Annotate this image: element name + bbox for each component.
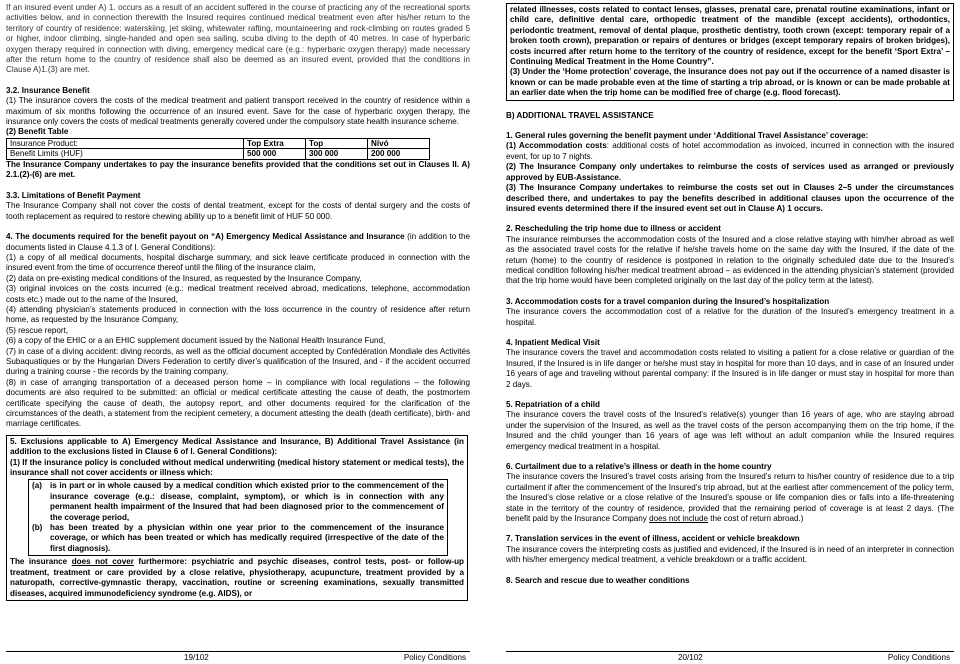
section-3-title: 3. Accommodation costs for a travel companion during the Insured’s hospitalization xyxy=(506,296,830,306)
benefit-table xyxy=(6,138,430,160)
list-item: (6) a copy of the EHIC or a an EHIC supplement document issued by the National Health Insurance Fund, xyxy=(6,336,386,346)
table-cell: Insurance Product: xyxy=(7,138,244,149)
section-4-paragraph: The insurance covers the travel and accommodation costs related to visiting a patient for a close relative or guardian of the Insured, if the Insured is in life danger or he/she must stay in hospital for more than 10 days, and in case of an Insured under 16 years of age and traveling without parental company: if the Insured is in life danger or must stay in hospital for more than 2 days. xyxy=(506,348,954,389)
underlined-text: does not cover xyxy=(71,557,134,567)
text-fragment: The insurance covers the Insured’s travel costs arising from the Insured’s return to his/her country of residence due to a trip curtailment if after the commencement of the Insured’s trip abroad, but at the earliest after commencement of the policy term, the Insured’s close relative or a close relative of the Insured’s spouse or life companion dies or falls into a life-threatening state in the territory of the country of residence, provided that the remaining period of coverage is at least 2 days. (The benefit paid by the Insurance Company xyxy=(506,472,954,524)
table-cell: 300 000 xyxy=(306,149,368,160)
exclusions-box xyxy=(6,435,468,601)
table-row xyxy=(7,138,430,149)
section-1-paragraph-2: (2) The Insurance Company only undertakes to reimburse the costs of services used as arranged or previously approved by EUB-Assistance. xyxy=(506,162,954,182)
page-20 xyxy=(506,0,954,664)
footer-left xyxy=(6,651,470,662)
section-5-paragraph-1: (1) If the insurance policy is concluded without medical underwriting (medical history statement or medical tests), the insurance shall not cover accidents or illness which: xyxy=(10,457,464,478)
section-6-paragraph xyxy=(506,472,954,524)
page-number: 20/102 xyxy=(678,653,703,662)
table-cell: Benefit Limits (HUF) xyxy=(7,149,244,160)
list-item: (7) in case of a diving accident: diving records, as well as the official document accepted by Confédération Mondiale des Activités Subaquatiques or by the Hungarian Divers Federation to certify diver’s qualification of the Insured, and - if the accident occurred during a training course - the records by the training company, xyxy=(6,346,470,377)
list-item: (4) attending physician’s statements produced in connection with the loss occurrence in the country of residence after return home, as requested by the Insurance Company, xyxy=(6,304,470,325)
section-5-title: 5. Exclusions applicable to A) Emergency Medical Assistance and Insurance, B) Additional Travel Assistance (in addition to the exclusions listed in Clause 6 of I. General Conditions): xyxy=(10,436,464,457)
table-cell: Top Extra xyxy=(244,138,306,149)
section-6-title: 6. Curtailment due to a relative’s illness or death in the home country xyxy=(506,462,772,472)
footer-label: Policy Conditions xyxy=(887,653,950,662)
section-3-paragraph: The insurance covers the accommodation cost of a relative for the duration of the Insured’s emergency treatment in a hospital. xyxy=(506,307,954,327)
item-text: has been treated by a physician within one year prior to the commencement of the insurance coverage, or which has been treated or which has medically required (irrespective of the date of the first diagnosis). xyxy=(50,523,444,553)
section-3-3-title: 3.3. Limitations of Benefit Payment xyxy=(6,190,141,200)
item-label: (b) xyxy=(32,523,43,533)
list-item: (2) data on pre-existing medical conditions of the Insured, as requested by the Insurance Company, xyxy=(6,273,362,283)
section-5-paragraph-2 xyxy=(10,557,464,599)
text-fragment: (1) Accommodation costs xyxy=(506,141,607,151)
footer-label: Policy Conditions xyxy=(403,653,466,662)
section-3-3-paragraph: The Insurance Company shall not cover the costs of dental treatment, except for the costs of dental surgery and the costs of tooth replacement as required to restore chewing ability up to a benefit limit of HUF 50 000. xyxy=(6,201,470,221)
section-3-2-paragraph-2: The Insurance Company undertakes to pay the insurance benefits provided that the conditions set out in Clauses II. A) 2.1.(2)-(6) are met. xyxy=(6,160,470,180)
section-7-paragraph: The insurance covers the interpreting costs as justified and evidenced, if the Insured is in need of an interpreter in connection with his/her emergency medical treatment, a vehicle breakdown or a traffic accident. xyxy=(506,544,954,565)
section-1-title: 1. General rules governing the benefit payment under ‘Additional Travel Assistance’ coverage: xyxy=(506,131,869,141)
section-2-title: 2. Rescheduling the trip home due to illness or accident xyxy=(506,224,721,234)
footer-right xyxy=(506,651,954,662)
text-fragment: furthermore: psychiatric and psychic diseases, control tests, post- or follow-up treatment, treatment or care provided by a close relative, physiotherapy, acupuncture, treatment provided by a naturopath, corrective-gymnastic therapy, vaccination, routine or screening examinations, sexually transmitted diseases, acquired immunodeficiency syndrome (e.g. AIDS), or xyxy=(10,557,464,598)
list-item: (3) original invoices on the costs incurred (e.g.: medical treatment received abroad, medications, telephone, accommodation costs etc.) made out to the name of the Insured, xyxy=(6,284,470,304)
list-item: (1) a copy of all medical documents, hospital discharge summary, and sick leave certificate produced in connection with the insured event from the time of occurrence thereof until the filing of the insurance claim, xyxy=(6,252,470,273)
section-4-title-bold: 4. The documents required for the benefit payout on “A) Emergency Medical Assistance and Insurance xyxy=(6,232,405,242)
section-3-2-title: 3.2. Insurance Benefit xyxy=(6,85,90,95)
section-2-paragraph: The insurance reimburses the accommodation costs of the Insured and a close relative staying with him/her abroad as well as the associated travel costs for the relative if he/she travels home on the same day with the Insured, if the date of the return (home) to the country of residence is postponed in relation to the originally scheduled date due to the Insured’s medical condition following his/her medical treatment abroad – as evidenced in the attending physician’s statement (provided that the trip home would have been completed originally on the last day of the policy term at the latest). xyxy=(506,234,954,286)
underlined-text: does not include xyxy=(649,514,709,524)
box-paragraph-1: related illnesses, costs related to contact lenses, glasses, prenatal care, prenatal routine examinations, infant or child care, definitive dental care, orthopedic treatment of the mandible (except accidents), orthodontics, periodontic treatment, removal of dental plaque, prosthetic dentistry, tooth crown (except: temporary repair of a broken tooth crown), preparation or repairs of dentures or bridges (except temporary repairs of broken bridges), costs incurred after return home to the territory of the country of residence, except for the benefit ‘Sport Extra’ – Continuing Medical Treatment in the Home Country”. xyxy=(510,5,950,67)
intro-paragraph: If an insured event under A) 1. occurs as a result of an accident suffered in the course of practicing any of the recreational sports activities below, and in connection therewith the Insured requires continued medical treatment even after his/her return to the territory of country of residence: waterskiing, jet skiing, whitewater rafting, mountaineering and rock-climbing on routes graded 5 or higher, indoor climbing, single-handed and open sea sailing, scuba diving to the depth of 40 metres. In case of hyperbaric oxygen therapy required in connection with diving, emergency medical care (e.g.: hyperbaric oxygen therapy) made necessary after the return home to the country of residence shall also be deemed as an insured event, provided that the conditions in Clause A)1.(3) are met. xyxy=(6,3,470,75)
text-fragment: : additional costs of hotel accommodation as invoiced, incurred in connection with the insured event, for up to 7 nights. xyxy=(506,141,954,161)
item-text: is in part or in whole caused by a medical condition which existed prior to the commencement of the insurance coverage (e.g.: disease, complaint, symptom), or which is in connection with any permanent health impairment of the Insured that had been diagnosed prior to the commencement of the coverage period, xyxy=(50,481,444,522)
item-label: (a) xyxy=(32,481,42,491)
section-5-paragraph: The insurance covers the travel costs of the Insured’s relative(s) younger than 16 years of age, who are staying abroad under the supervision of the Insured, as well as the travel costs of the person accompanying them on the trip home, if the Insured and the child younger than 16 years of age was left without an adult companion while the Insured requires emergency medical treatment in a hospital. xyxy=(506,410,954,451)
list-item: (5) rescue report, xyxy=(6,325,69,335)
section-1-paragraph-3: (3) The Insurance Company undertakes to reimburse the costs set out in Clauses 2–5 under the circumstances described there, and undertakes to pay the benefits described in additional clauses upon the occurrence of the insured events determined there if the insured event set out in Clause A) 1 occurs. xyxy=(506,183,954,213)
section-b-title: B) ADDITIONAL TRAVEL ASSISTANCE xyxy=(506,110,654,120)
benefit-table-title: (2) Benefit Table xyxy=(6,127,69,137)
section-7-title: 7. Translation services in the event of illness, accident or vehicle breakdown xyxy=(506,534,800,544)
exclusions-continued-box xyxy=(506,3,954,101)
list-item xyxy=(32,523,444,554)
section-4-title-tail: (in addition to the documents listed in Clause 4.1.3 of I. General Conditions): xyxy=(6,232,470,252)
section-4-title: 4. Inpatient Medical Visit xyxy=(506,337,600,347)
section-8-title: 8. Search and rescue due to weather conditions xyxy=(506,575,690,585)
table-cell: 500 000 xyxy=(244,149,306,160)
page-number: 19/102 xyxy=(184,653,209,662)
table-row xyxy=(7,149,430,160)
list-item xyxy=(32,481,444,523)
page-19 xyxy=(6,0,470,664)
table-cell: 200 000 xyxy=(368,149,430,160)
text-fragment: The insurance xyxy=(10,557,72,567)
section-5-title: 5. Repatriation of a child xyxy=(506,400,600,409)
text-fragment: the cost of return abroad.) xyxy=(708,514,804,524)
list-item: (8) in case of arranging transportation of a deceased person home – in compliance with local regulations – the following documents are also required to be submitted: an official or medical certificate attesting the cause of death, the postmortem certificate specifying the cause of death, the autopsy report, and other documents required for the clarification of the circumstances of the death, a statement from the recipient cemetery, a document attesting the death (death certificate), birth- and marriage certificates. xyxy=(6,377,470,429)
box-paragraph-2: (3) Under the ‘Home protection’ coverage, the insurance does not pay out if the occurrence of a named disaster is known or can be made probable even at the time of starting a trip abroad, or is known or can be made probable at an earlier date when the trip home can be modified free of charge (e.g. flood forecast). xyxy=(510,67,950,98)
section-4-title xyxy=(6,232,470,253)
exclusions-inner-box xyxy=(28,479,448,556)
section-3-2-paragraph-1: (1) The insurance covers the costs of the medical treatment and patient transport received in the country of residence within a maximum of six months following the occurrence of an insured event. Save for the case of hyperbaric oxygen therapy, the insurance only covers the costs of medical treatments generally covered under the compulsory state health insurance scheme. xyxy=(6,96,470,127)
table-cell: Nívó xyxy=(368,138,430,149)
table-cell: Top xyxy=(306,138,368,149)
section-1-paragraph-1 xyxy=(506,141,954,162)
